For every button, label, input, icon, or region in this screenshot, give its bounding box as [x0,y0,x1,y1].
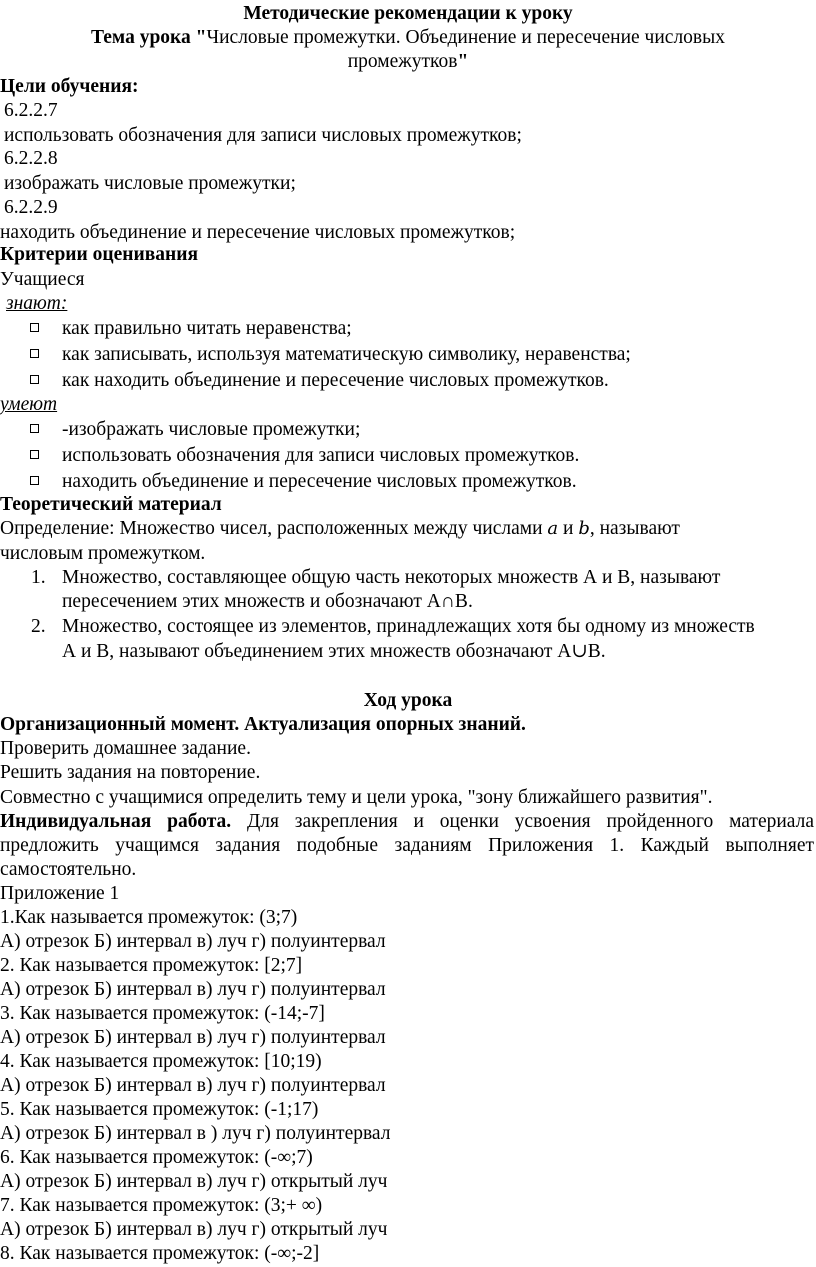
know-item: как правильно читать неравенства; [62,318,352,339]
definition-and: и [558,518,579,539]
criteria-students: Учащиеся [0,269,85,290]
document-title: Методические рекомендации к уроку [243,3,573,24]
individual-text: Для закрепления и оценки усвоения пройденного материала [246,811,815,832]
goal-code: 6.2.2.9 [4,197,58,218]
checkbox-bullet-icon [30,375,39,384]
know-item: как находить объединение и пересечение числовых промежутков. [62,370,609,391]
goals-heading: Цели обучения: [0,76,139,97]
definition-line-2: числовым промежутком. [0,543,206,564]
appendix-line: 4. Как называется промежуток: [10;19) [0,1051,322,1072]
checkbox-bullet-icon [30,424,39,433]
lesson-topic-line-2 [0,50,816,74]
individual-bold: Индивидуальная работа. [0,811,232,832]
theory-list-text: А и В, называют объединением этих множеств обозначают А∪В. [62,641,606,662]
appendix-line: А) отрезок Б) интервал в ) луч г) полуинтервал [0,1123,391,1144]
individual-line-1 [0,810,814,834]
criteria-heading: Критерии оценивания [0,244,199,265]
org-heading: Организационный момент. Актуализация опорных знаний. [0,714,526,735]
checkbox-bullet-icon [30,450,39,459]
appendix-line: 1.Как называется промежуток: (3;7) [0,907,298,928]
appendix-line: 3. Как называется промежуток: (-14;-7] [0,1003,325,1024]
lesson-line: Решить задания на повторение. [0,762,261,783]
goal-code: 6.2.2.7 [4,100,58,121]
topic-close: " [457,51,469,72]
appendix-line: 5. Как называется промежуток: (-1;17) [0,1099,319,1120]
appendix-line: 6. Как называется промежуток: (-∞;7) [0,1147,313,1168]
goal-code: 6.2.2.8 [4,148,58,169]
appendix-line: 2. Как называется промежуток: [2;7] [0,955,303,976]
theory-heading: Теоретический материал [0,494,222,515]
can-item: находить объединение и пересечение числовых промежутков. [62,471,577,492]
appendix-line: А) отрезок Б) интервал в) луч г) полуинтервал [0,979,386,1000]
can-label: умеют [0,394,58,415]
know-item: как записывать, используя математическую символику, неравенства; [62,344,631,365]
topic-text-1: Числовые промежутки. Объединение и пересечение числовых [206,27,725,48]
theory-list-number: 1. [31,567,46,588]
individual-line-2: предложить учащимся задания подобные заданиям Приложения 1. Каждый выполняет [0,835,814,856]
individual-line-3: самостоятельно. [0,859,137,880]
math-var-b: b [578,518,590,539]
checkbox-bullet-icon [30,349,39,358]
appendix-line: А) отрезок Б) интервал в) луч г) полуинтервал [0,931,386,952]
definition-line-1 [0,517,680,541]
can-item: -изображать числовые промежутки; [62,419,361,440]
goal-text: использовать обозначения для записи числовых промежутков; [4,125,522,146]
topic-text-2: промежутков [347,51,458,72]
theory-list-text: Множество, составляющее общую часть некоторых множеств А и В, называют [62,567,721,588]
lesson-line: Совместно с учащимися определить тему и цели урока, "зону ближайшего развития". [0,787,713,808]
checkbox-bullet-icon [30,476,39,485]
theory-list-text: Множество, состоящее из элементов, принадлежащих хотя бы одному из множеств [62,616,755,637]
topic-label: Тема урока " [91,27,207,48]
theory-list-number: 2. [31,616,46,637]
appendix-line: 7. Как называется промежуток: (3;+ ∞) [0,1195,323,1216]
theory-list-text: пересечением этих множеств и обозначают А∩В. [62,591,473,612]
can-item: использовать обозначения для записи числовых промежутков. [62,445,580,466]
appendix-title: Приложение 1 [0,883,120,904]
appendix-line: 8. Как называется промежуток: (-∞;-2] [0,1243,320,1264]
appendix-line: А) отрезок Б) интервал в) луч г) открытый луч [0,1219,388,1240]
know-label: знают: [6,293,68,314]
definition-text: Определение: Множество чисел, расположенных между числами [0,518,548,539]
lesson-line: Проверить домашнее задание. [0,738,251,759]
appendix-line: А) отрезок Б) интервал в) луч г) полуинтервал [0,1075,386,1096]
appendix-line: А) отрезок Б) интервал в) луч г) открытый луч [0,1171,388,1192]
math-var-a: a [547,518,559,539]
appendix-line: А) отрезок Б) интервал в) луч г) полуинтервал [0,1027,386,1048]
lesson-topic-line-1 [0,26,816,50]
checkbox-bullet-icon [30,323,39,332]
goal-text: изображать числовые промежутки; [4,173,296,194]
lesson-heading: Ход урока [363,690,453,711]
goal-text: находить объединение и пересечение числовых промежутков; [0,222,516,243]
definition-text-end: , называют [589,518,680,539]
